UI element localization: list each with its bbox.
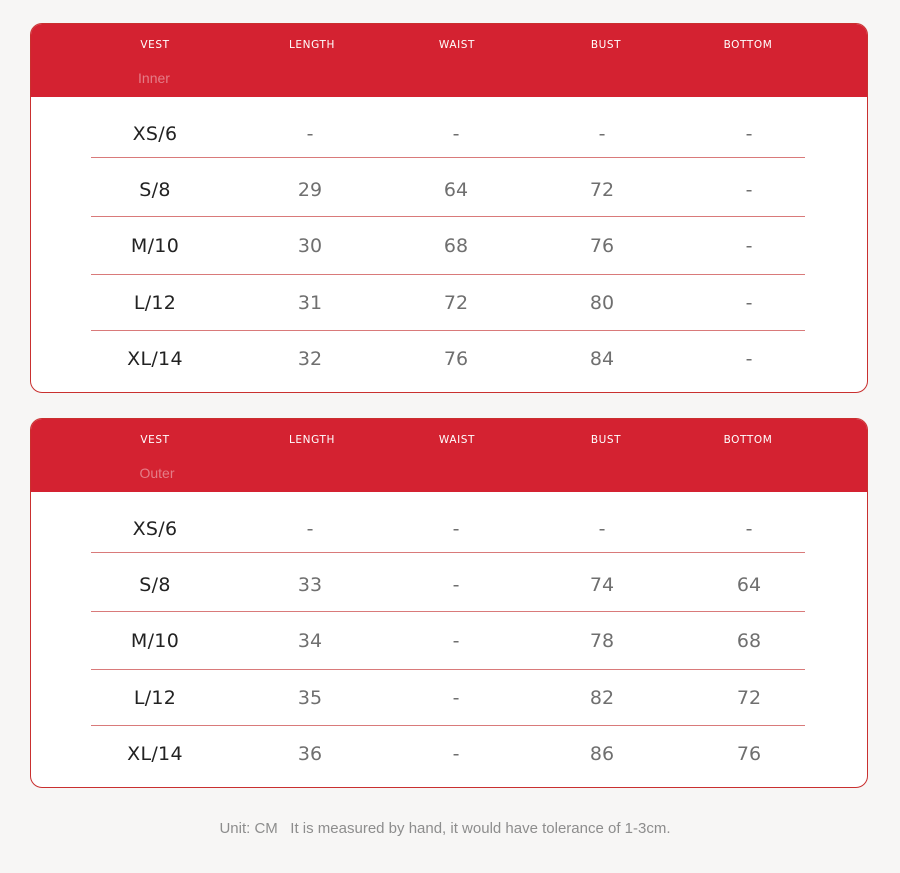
- row-divider: [91, 157, 805, 158]
- bust-cell: 76: [589, 235, 615, 257]
- table-row: [31, 557, 867, 613]
- row-divider: [91, 552, 805, 553]
- bottom-cell: 72: [736, 687, 762, 709]
- header-length: LENGTH: [288, 39, 335, 51]
- length-cell: 30: [297, 235, 323, 257]
- waist-cell: 76: [443, 348, 469, 370]
- table-row: [31, 106, 867, 162]
- table-row: [31, 670, 867, 726]
- bottom-cell: 68: [736, 630, 762, 652]
- table-row: [31, 275, 867, 331]
- bottom-cell: -: [745, 123, 753, 145]
- size-cell: XS/6: [132, 518, 178, 540]
- size-cell: L/12: [133, 687, 177, 709]
- header-bust: BUST: [590, 39, 622, 51]
- table-row: [31, 331, 867, 387]
- size-cell: XL/14: [127, 743, 183, 765]
- header-vest: VEST: [140, 39, 170, 51]
- waist-cell: 68: [443, 235, 469, 257]
- bust-cell: 84: [589, 348, 615, 370]
- table-row: [31, 613, 867, 669]
- size-cell: XS/6: [132, 123, 178, 145]
- table-row: [31, 218, 867, 274]
- size-cell: M/10: [130, 630, 180, 652]
- waist-cell: -: [452, 687, 460, 709]
- bottom-cell: -: [745, 235, 753, 257]
- bottom-cell: -: [745, 179, 753, 201]
- waist-cell: -: [452, 123, 460, 145]
- length-cell: 31: [297, 292, 323, 314]
- size-cell: S/8: [139, 179, 171, 201]
- size-cell: XL/14: [127, 348, 183, 370]
- header-bottom: BOTTOM: [723, 39, 773, 51]
- size-cell: M/10: [130, 235, 180, 257]
- table-sublabel: Outer: [139, 465, 175, 481]
- bust-cell: 86: [589, 743, 615, 765]
- bottom-cell: -: [745, 518, 753, 540]
- table-header: [31, 419, 867, 492]
- table-sublabel: Inner: [138, 70, 170, 86]
- waist-cell: 72: [443, 292, 469, 314]
- length-cell: 33: [297, 574, 323, 596]
- bottom-cell: -: [745, 348, 753, 370]
- bottom-cell: 64: [736, 574, 762, 596]
- length-cell: 36: [297, 743, 323, 765]
- length-cell: 35: [297, 687, 323, 709]
- waist-cell: -: [452, 743, 460, 765]
- header-bust: BUST: [590, 434, 622, 446]
- header-waist: WAIST: [438, 434, 476, 446]
- bust-cell: 74: [589, 574, 615, 596]
- bust-cell: 72: [589, 179, 615, 201]
- table-header: [31, 24, 867, 97]
- length-cell: 34: [297, 630, 323, 652]
- size-cell: S/8: [139, 574, 171, 596]
- length-cell: 29: [297, 179, 323, 201]
- row-divider: [91, 611, 805, 612]
- size-table-inner: [30, 23, 868, 393]
- bust-cell: 82: [589, 687, 615, 709]
- waist-cell: -: [452, 518, 460, 540]
- length-cell: 32: [297, 348, 323, 370]
- row-divider: [91, 216, 805, 217]
- size-table-outer: [30, 418, 868, 788]
- table-row: [31, 726, 867, 782]
- table-row: [31, 501, 867, 557]
- bust-cell: 78: [589, 630, 615, 652]
- waist-cell: 64: [443, 179, 469, 201]
- header-length: LENGTH: [288, 434, 335, 446]
- header-waist: WAIST: [438, 39, 476, 51]
- bust-cell: 80: [589, 292, 615, 314]
- waist-cell: -: [452, 574, 460, 596]
- table-row: [31, 162, 867, 218]
- size-cell: L/12: [133, 292, 177, 314]
- bottom-cell: 76: [736, 743, 762, 765]
- bottom-cell: -: [745, 292, 753, 314]
- length-cell: -: [306, 123, 314, 145]
- header-vest: VEST: [140, 434, 170, 446]
- length-cell: -: [306, 518, 314, 540]
- waist-cell: -: [452, 630, 460, 652]
- header-bottom: BOTTOM: [723, 434, 773, 446]
- measurement-footnote: Unit: CM It is measured by hand, it would have tolerance of 1-3cm.: [219, 820, 671, 837]
- bust-cell: -: [598, 518, 606, 540]
- bust-cell: -: [598, 123, 606, 145]
